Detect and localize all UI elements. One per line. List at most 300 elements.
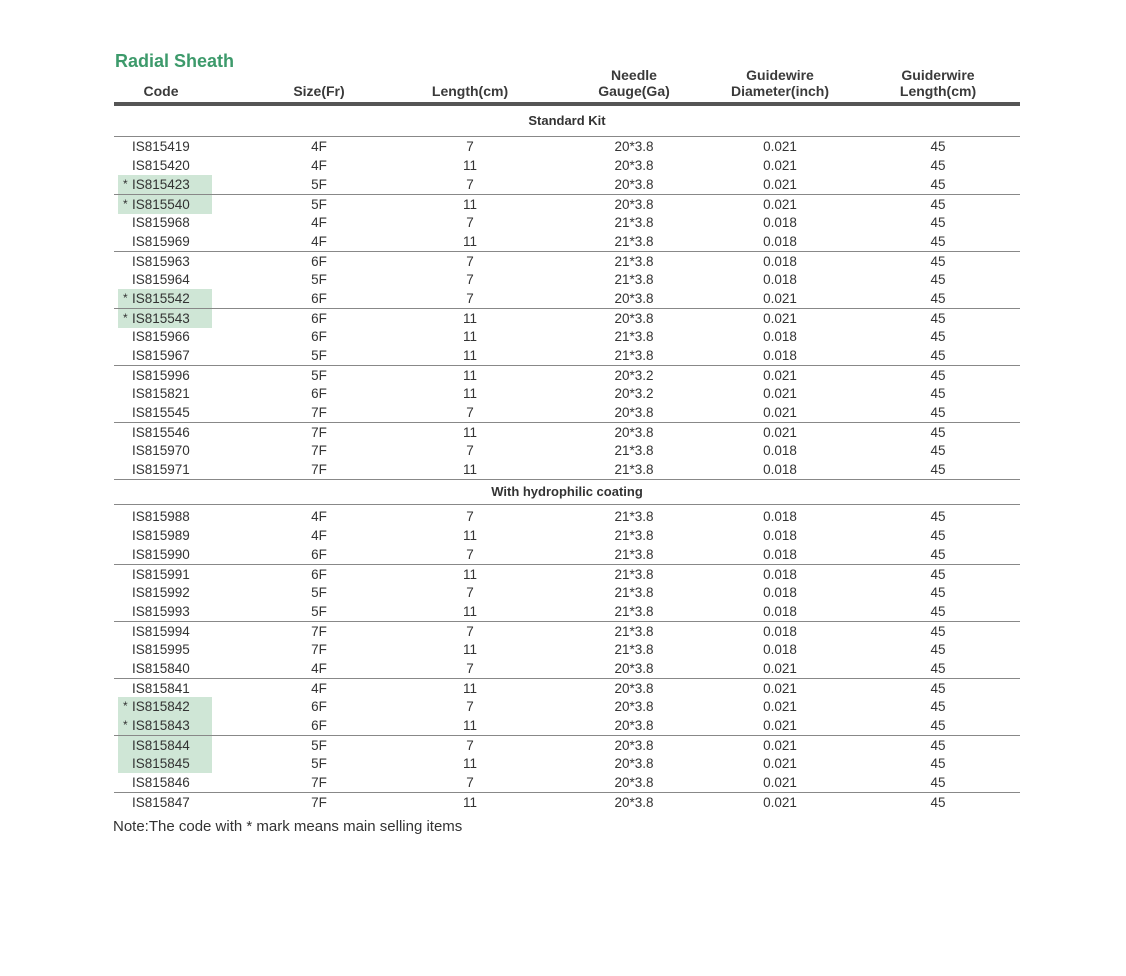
table-row bbox=[114, 175, 1020, 194]
size-cell: 6F bbox=[311, 254, 327, 269]
length-cell: 7 bbox=[466, 443, 474, 458]
length-cell: 11 bbox=[462, 386, 477, 401]
gw-length-cell: 45 bbox=[930, 386, 946, 401]
header-guidewire-diameter bbox=[720, 67, 840, 99]
table-row bbox=[114, 365, 1020, 384]
diameter-cell: 0.021 bbox=[763, 425, 797, 440]
length-cell: 11 bbox=[462, 311, 477, 326]
code-cell bbox=[118, 545, 212, 564]
table-row bbox=[114, 773, 1020, 792]
gauge-cell: 20*3.8 bbox=[614, 699, 654, 714]
code-text: IS815992 bbox=[132, 585, 190, 600]
code-text: IS815989 bbox=[132, 528, 190, 543]
code-cell bbox=[118, 213, 212, 232]
size-cell: 5F bbox=[311, 756, 327, 771]
diameter-cell: 0.018 bbox=[763, 462, 797, 477]
gauge-cell: 21*3.8 bbox=[614, 462, 654, 477]
gauge-cell: 20*3.8 bbox=[614, 291, 654, 306]
size-cell: 6F bbox=[311, 329, 327, 344]
gw-length-cell: 45 bbox=[930, 699, 946, 714]
gauge-cell: 20*3.8 bbox=[614, 311, 654, 326]
code-text: IS815545 bbox=[132, 405, 190, 420]
size-cell: 4F bbox=[311, 234, 327, 249]
gauge-cell: 21*3.8 bbox=[614, 585, 654, 600]
gauge-cell: 21*3.8 bbox=[614, 348, 654, 363]
table-row bbox=[114, 422, 1020, 441]
gw-length-cell: 45 bbox=[930, 425, 946, 440]
table-row bbox=[114, 384, 1020, 403]
code-text: IS815846 bbox=[132, 775, 190, 790]
header-needle-line1: Needle bbox=[611, 67, 657, 83]
diameter-cell: 0.018 bbox=[763, 234, 797, 249]
length-cell: 7 bbox=[466, 272, 474, 287]
table-row bbox=[114, 441, 1020, 460]
diameter-cell: 0.021 bbox=[763, 197, 797, 212]
code-text: IS815420 bbox=[132, 158, 190, 173]
gauge-cell: 21*3.8 bbox=[614, 567, 654, 582]
header-diameter-line1: Guidewire bbox=[746, 67, 814, 83]
length-cell: 11 bbox=[462, 718, 477, 733]
code-cell bbox=[118, 232, 212, 251]
header-code-line: Code bbox=[143, 83, 179, 99]
header-guidewire-length bbox=[878, 67, 998, 99]
gw-length-cell: 45 bbox=[930, 718, 946, 733]
length-cell: 7 bbox=[466, 699, 474, 714]
gauge-cell: 20*3.8 bbox=[614, 718, 654, 733]
code-cell bbox=[118, 507, 212, 526]
code-text: IS815423 bbox=[132, 177, 190, 192]
table-row bbox=[114, 583, 1020, 602]
code-text: IS815542 bbox=[132, 291, 190, 306]
code-text: IS815847 bbox=[132, 795, 190, 810]
diameter-cell: 0.018 bbox=[763, 509, 797, 524]
table-row bbox=[114, 251, 1020, 270]
table-row bbox=[114, 678, 1020, 697]
table-row bbox=[114, 137, 1020, 156]
gw-length-cell: 45 bbox=[930, 272, 946, 287]
diameter-cell: 0.021 bbox=[763, 291, 797, 306]
length-cell: 11 bbox=[462, 528, 477, 543]
table-row bbox=[114, 659, 1020, 678]
gauge-cell: 20*3.8 bbox=[614, 425, 654, 440]
size-cell: 7F bbox=[311, 775, 327, 790]
diameter-cell: 0.018 bbox=[763, 348, 797, 363]
gauge-cell: 20*3.8 bbox=[614, 775, 654, 790]
code-cell bbox=[118, 679, 212, 698]
gauge-cell: 20*3.8 bbox=[614, 756, 654, 771]
size-cell: 6F bbox=[311, 699, 327, 714]
gauge-cell: 21*3.8 bbox=[614, 234, 654, 249]
code-text: IS815964 bbox=[132, 272, 190, 287]
diameter-cell: 0.018 bbox=[763, 604, 797, 619]
footnote: Note:The code with * mark means main selling items bbox=[113, 818, 463, 835]
code-text: IS815546 bbox=[132, 425, 190, 440]
main-item-star: * bbox=[123, 311, 128, 325]
size-cell: 4F bbox=[311, 528, 327, 543]
length-cell: 7 bbox=[466, 254, 474, 269]
code-cell bbox=[118, 175, 212, 194]
gauge-cell: 21*3.8 bbox=[614, 215, 654, 230]
code-text: IS815543 bbox=[132, 311, 190, 326]
size-cell: 5F bbox=[311, 368, 327, 383]
gauge-cell: 21*3.8 bbox=[614, 624, 654, 639]
table-row bbox=[114, 232, 1020, 251]
section-header: With hydrophilic coating bbox=[114, 479, 1020, 505]
table-row bbox=[114, 156, 1020, 175]
size-cell: 5F bbox=[311, 272, 327, 287]
diameter-cell: 0.021 bbox=[763, 775, 797, 790]
gw-length-cell: 45 bbox=[930, 158, 946, 173]
size-cell: 5F bbox=[311, 177, 327, 192]
main-item-star: * bbox=[123, 291, 128, 305]
table-row bbox=[114, 545, 1020, 564]
code-cell bbox=[118, 346, 212, 365]
code-text: IS815540 bbox=[132, 197, 190, 212]
table-row bbox=[114, 507, 1020, 526]
table-row bbox=[114, 754, 1020, 773]
header-diameter-line2: Diameter(inch) bbox=[730, 83, 830, 99]
gw-length-cell: 45 bbox=[930, 254, 946, 269]
size-cell: 7F bbox=[311, 462, 327, 477]
code-text: IS815993 bbox=[132, 604, 190, 619]
gw-length-cell: 45 bbox=[930, 795, 946, 810]
length-cell: 7 bbox=[466, 775, 474, 790]
table-row bbox=[114, 526, 1020, 545]
gw-length-cell: 45 bbox=[930, 139, 946, 154]
table-row bbox=[114, 697, 1020, 716]
length-cell: 7 bbox=[466, 291, 474, 306]
code-text: IS815963 bbox=[132, 254, 190, 269]
code-text: IS815994 bbox=[132, 624, 190, 639]
diameter-cell: 0.021 bbox=[763, 738, 797, 753]
gw-length-cell: 45 bbox=[930, 661, 946, 676]
gw-length-cell: 45 bbox=[930, 642, 946, 657]
product-table bbox=[114, 65, 1020, 811]
code-cell bbox=[118, 659, 212, 678]
length-cell: 7 bbox=[466, 585, 474, 600]
length-cell: 11 bbox=[462, 329, 477, 344]
table-row bbox=[114, 602, 1020, 621]
gauge-cell: 21*3.8 bbox=[614, 642, 654, 657]
gw-length-cell: 45 bbox=[930, 509, 946, 524]
gw-length-cell: 45 bbox=[930, 624, 946, 639]
code-cell bbox=[118, 622, 212, 641]
length-cell: 11 bbox=[462, 462, 477, 477]
gw-length-cell: 45 bbox=[930, 547, 946, 562]
length-cell: 11 bbox=[462, 567, 477, 582]
code-cell bbox=[118, 309, 212, 328]
code-cell bbox=[118, 565, 212, 584]
table-body bbox=[114, 106, 1020, 811]
table-row bbox=[114, 460, 1020, 479]
size-cell: 6F bbox=[311, 718, 327, 733]
main-item-star: * bbox=[123, 718, 128, 732]
diameter-cell: 0.021 bbox=[763, 718, 797, 733]
diameter-cell: 0.021 bbox=[763, 756, 797, 771]
code-text: IS815843 bbox=[132, 718, 190, 733]
length-cell: 11 bbox=[462, 368, 477, 383]
diameter-cell: 0.018 bbox=[763, 443, 797, 458]
size-cell: 6F bbox=[311, 386, 327, 401]
code-cell bbox=[118, 526, 212, 545]
gauge-cell: 21*3.8 bbox=[614, 272, 654, 287]
length-cell: 7 bbox=[466, 405, 474, 420]
diameter-cell: 0.021 bbox=[763, 311, 797, 326]
gauge-cell: 21*3.8 bbox=[614, 604, 654, 619]
gauge-cell: 21*3.8 bbox=[614, 528, 654, 543]
table-row bbox=[114, 327, 1020, 346]
code-cell bbox=[118, 716, 212, 735]
gw-length-cell: 45 bbox=[930, 291, 946, 306]
code-text: IS815990 bbox=[132, 547, 190, 562]
table-row bbox=[114, 735, 1020, 754]
table-row bbox=[114, 308, 1020, 327]
gauge-cell: 20*3.2 bbox=[614, 386, 654, 401]
header-size bbox=[264, 83, 374, 99]
gauge-cell: 20*3.8 bbox=[614, 661, 654, 676]
length-cell: 7 bbox=[466, 547, 474, 562]
gauge-cell: 21*3.8 bbox=[614, 329, 654, 344]
gauge-cell: 20*3.8 bbox=[614, 158, 654, 173]
table-row bbox=[114, 194, 1020, 213]
table-row bbox=[114, 621, 1020, 640]
size-cell: 7F bbox=[311, 405, 327, 420]
size-cell: 6F bbox=[311, 311, 327, 326]
length-cell: 11 bbox=[462, 681, 477, 696]
diameter-cell: 0.021 bbox=[763, 177, 797, 192]
diameter-cell: 0.021 bbox=[763, 681, 797, 696]
gauge-cell: 21*3.8 bbox=[614, 547, 654, 562]
table-row bbox=[114, 564, 1020, 583]
section-header: Standard Kit bbox=[114, 106, 1020, 137]
gauge-cell: 21*3.8 bbox=[614, 509, 654, 524]
header-size-line: Size(Fr) bbox=[293, 83, 345, 99]
gw-length-cell: 45 bbox=[930, 311, 946, 326]
code-text: IS815991 bbox=[132, 567, 190, 582]
gw-length-cell: 45 bbox=[930, 681, 946, 696]
code-cell bbox=[118, 366, 212, 385]
length-cell: 7 bbox=[466, 215, 474, 230]
gw-length-cell: 45 bbox=[930, 177, 946, 192]
diameter-cell: 0.018 bbox=[763, 547, 797, 562]
gw-length-cell: 45 bbox=[930, 775, 946, 790]
length-cell: 11 bbox=[462, 756, 477, 771]
size-cell: 5F bbox=[311, 585, 327, 600]
diameter-cell: 0.018 bbox=[763, 567, 797, 582]
gw-length-cell: 45 bbox=[930, 329, 946, 344]
code-text: IS815971 bbox=[132, 462, 190, 477]
code-cell bbox=[118, 327, 212, 346]
table-row bbox=[114, 346, 1020, 365]
size-cell: 7F bbox=[311, 624, 327, 639]
gw-length-cell: 45 bbox=[930, 462, 946, 477]
code-cell bbox=[118, 583, 212, 602]
gw-length-cell: 45 bbox=[930, 585, 946, 600]
length-cell: 11 bbox=[462, 197, 477, 212]
table-row bbox=[114, 716, 1020, 735]
gw-length-cell: 45 bbox=[930, 528, 946, 543]
size-cell: 7F bbox=[311, 443, 327, 458]
diameter-cell: 0.018 bbox=[763, 329, 797, 344]
size-cell: 5F bbox=[311, 738, 327, 753]
header-gwlength-line2: Length(cm) bbox=[899, 83, 977, 99]
length-cell: 7 bbox=[466, 177, 474, 192]
header-needle-line2: Gauge(Ga) bbox=[598, 83, 670, 99]
size-cell: 4F bbox=[311, 661, 327, 676]
length-cell: 11 bbox=[462, 795, 477, 810]
table-row bbox=[114, 213, 1020, 232]
size-cell: 7F bbox=[311, 795, 327, 810]
size-cell: 6F bbox=[311, 567, 327, 582]
code-text: IS815844 bbox=[132, 738, 190, 753]
gauge-cell: 20*3.8 bbox=[614, 738, 654, 753]
size-cell: 4F bbox=[311, 158, 327, 173]
size-cell: 4F bbox=[311, 215, 327, 230]
code-cell bbox=[118, 156, 212, 175]
table-row bbox=[114, 640, 1020, 659]
header-length-line: Length(cm) bbox=[431, 83, 509, 99]
diameter-cell: 0.021 bbox=[763, 795, 797, 810]
gw-length-cell: 45 bbox=[930, 756, 946, 771]
gw-length-cell: 45 bbox=[930, 604, 946, 619]
gauge-cell: 20*3.8 bbox=[614, 197, 654, 212]
gauge-cell: 20*3.8 bbox=[614, 795, 654, 810]
gauge-cell: 20*3.8 bbox=[614, 177, 654, 192]
gauge-cell: 20*3.8 bbox=[614, 139, 654, 154]
length-cell: 7 bbox=[466, 661, 474, 676]
gauge-cell: 21*3.8 bbox=[614, 254, 654, 269]
code-cell bbox=[118, 423, 212, 442]
table-row bbox=[114, 403, 1020, 422]
gw-length-cell: 45 bbox=[930, 738, 946, 753]
length-cell: 7 bbox=[466, 509, 474, 524]
size-cell: 4F bbox=[311, 681, 327, 696]
code-text: IS815821 bbox=[132, 386, 190, 401]
diameter-cell: 0.021 bbox=[763, 405, 797, 420]
header-needle-gauge bbox=[574, 67, 694, 99]
size-cell: 4F bbox=[311, 509, 327, 524]
diameter-cell: 0.021 bbox=[763, 368, 797, 383]
gauge-cell: 20*3.8 bbox=[614, 405, 654, 420]
gauge-cell: 20*3.2 bbox=[614, 368, 654, 383]
code-cell bbox=[118, 289, 212, 308]
code-text: IS815988 bbox=[132, 509, 190, 524]
diameter-cell: 0.021 bbox=[763, 139, 797, 154]
gw-length-cell: 45 bbox=[930, 567, 946, 582]
code-cell bbox=[118, 602, 212, 621]
size-cell: 4F bbox=[311, 139, 327, 154]
diameter-cell: 0.018 bbox=[763, 254, 797, 269]
table-row bbox=[114, 792, 1020, 811]
gw-length-cell: 45 bbox=[930, 405, 946, 420]
main-item-star: * bbox=[123, 699, 128, 713]
main-item-star: * bbox=[123, 177, 128, 191]
gw-length-cell: 45 bbox=[930, 197, 946, 212]
gauge-cell: 20*3.8 bbox=[614, 681, 654, 696]
code-cell bbox=[118, 736, 212, 755]
diameter-cell: 0.018 bbox=[763, 585, 797, 600]
main-item-star: * bbox=[123, 197, 128, 211]
gw-length-cell: 45 bbox=[930, 348, 946, 363]
code-cell bbox=[118, 640, 212, 659]
code-cell bbox=[118, 252, 212, 271]
length-cell: 7 bbox=[466, 738, 474, 753]
diameter-cell: 0.018 bbox=[763, 528, 797, 543]
code-cell bbox=[118, 697, 212, 716]
table-row bbox=[114, 289, 1020, 308]
header-code bbox=[114, 83, 208, 99]
gauge-cell: 21*3.8 bbox=[614, 443, 654, 458]
code-text: IS815996 bbox=[132, 368, 190, 383]
header-gwlength-line1: Guiderwire bbox=[901, 67, 975, 83]
code-text: IS815841 bbox=[132, 681, 190, 696]
code-cell bbox=[118, 441, 212, 460]
code-text: IS815840 bbox=[132, 661, 190, 676]
diameter-cell: 0.018 bbox=[763, 215, 797, 230]
code-text: IS815842 bbox=[132, 699, 190, 714]
size-cell: 6F bbox=[311, 291, 327, 306]
length-cell: 7 bbox=[466, 624, 474, 639]
size-cell: 5F bbox=[311, 604, 327, 619]
length-cell: 7 bbox=[466, 139, 474, 154]
length-cell: 11 bbox=[462, 158, 477, 173]
page-title: Radial Sheath bbox=[115, 51, 235, 71]
code-text: IS815966 bbox=[132, 329, 190, 344]
gw-length-cell: 45 bbox=[930, 234, 946, 249]
code-cell bbox=[118, 137, 212, 156]
code-text: IS815968 bbox=[132, 215, 190, 230]
size-cell: 6F bbox=[311, 547, 327, 562]
length-cell: 11 bbox=[462, 234, 477, 249]
code-text: IS815967 bbox=[132, 348, 190, 363]
diameter-cell: 0.021 bbox=[763, 661, 797, 676]
code-cell bbox=[118, 403, 212, 422]
diameter-cell: 0.018 bbox=[763, 624, 797, 639]
table-row bbox=[114, 270, 1020, 289]
code-text: IS815995 bbox=[132, 642, 190, 657]
header-length bbox=[414, 83, 526, 99]
gw-length-cell: 45 bbox=[930, 443, 946, 458]
length-cell: 11 bbox=[462, 642, 477, 657]
size-cell: 5F bbox=[311, 348, 327, 363]
table-header bbox=[114, 65, 1020, 101]
code-cell bbox=[118, 793, 212, 812]
gw-length-cell: 45 bbox=[930, 215, 946, 230]
code-text: IS815845 bbox=[132, 756, 190, 771]
diameter-cell: 0.021 bbox=[763, 699, 797, 714]
code-cell bbox=[118, 270, 212, 289]
length-cell: 11 bbox=[462, 425, 477, 440]
code-text: IS815970 bbox=[132, 443, 190, 458]
length-cell: 11 bbox=[462, 348, 477, 363]
diameter-cell: 0.021 bbox=[763, 158, 797, 173]
size-cell: 7F bbox=[311, 642, 327, 657]
code-text: IS815419 bbox=[132, 139, 190, 154]
diameter-cell: 0.018 bbox=[763, 642, 797, 657]
code-cell bbox=[118, 384, 212, 403]
code-cell bbox=[118, 195, 212, 214]
diameter-cell: 0.021 bbox=[763, 386, 797, 401]
diameter-cell: 0.018 bbox=[763, 272, 797, 287]
size-cell: 7F bbox=[311, 425, 327, 440]
code-cell bbox=[118, 773, 212, 792]
code-cell bbox=[118, 460, 212, 479]
code-text: IS815969 bbox=[132, 234, 190, 249]
gw-length-cell: 45 bbox=[930, 368, 946, 383]
length-cell: 11 bbox=[462, 604, 477, 619]
code-cell bbox=[118, 754, 212, 773]
size-cell: 5F bbox=[311, 197, 327, 212]
